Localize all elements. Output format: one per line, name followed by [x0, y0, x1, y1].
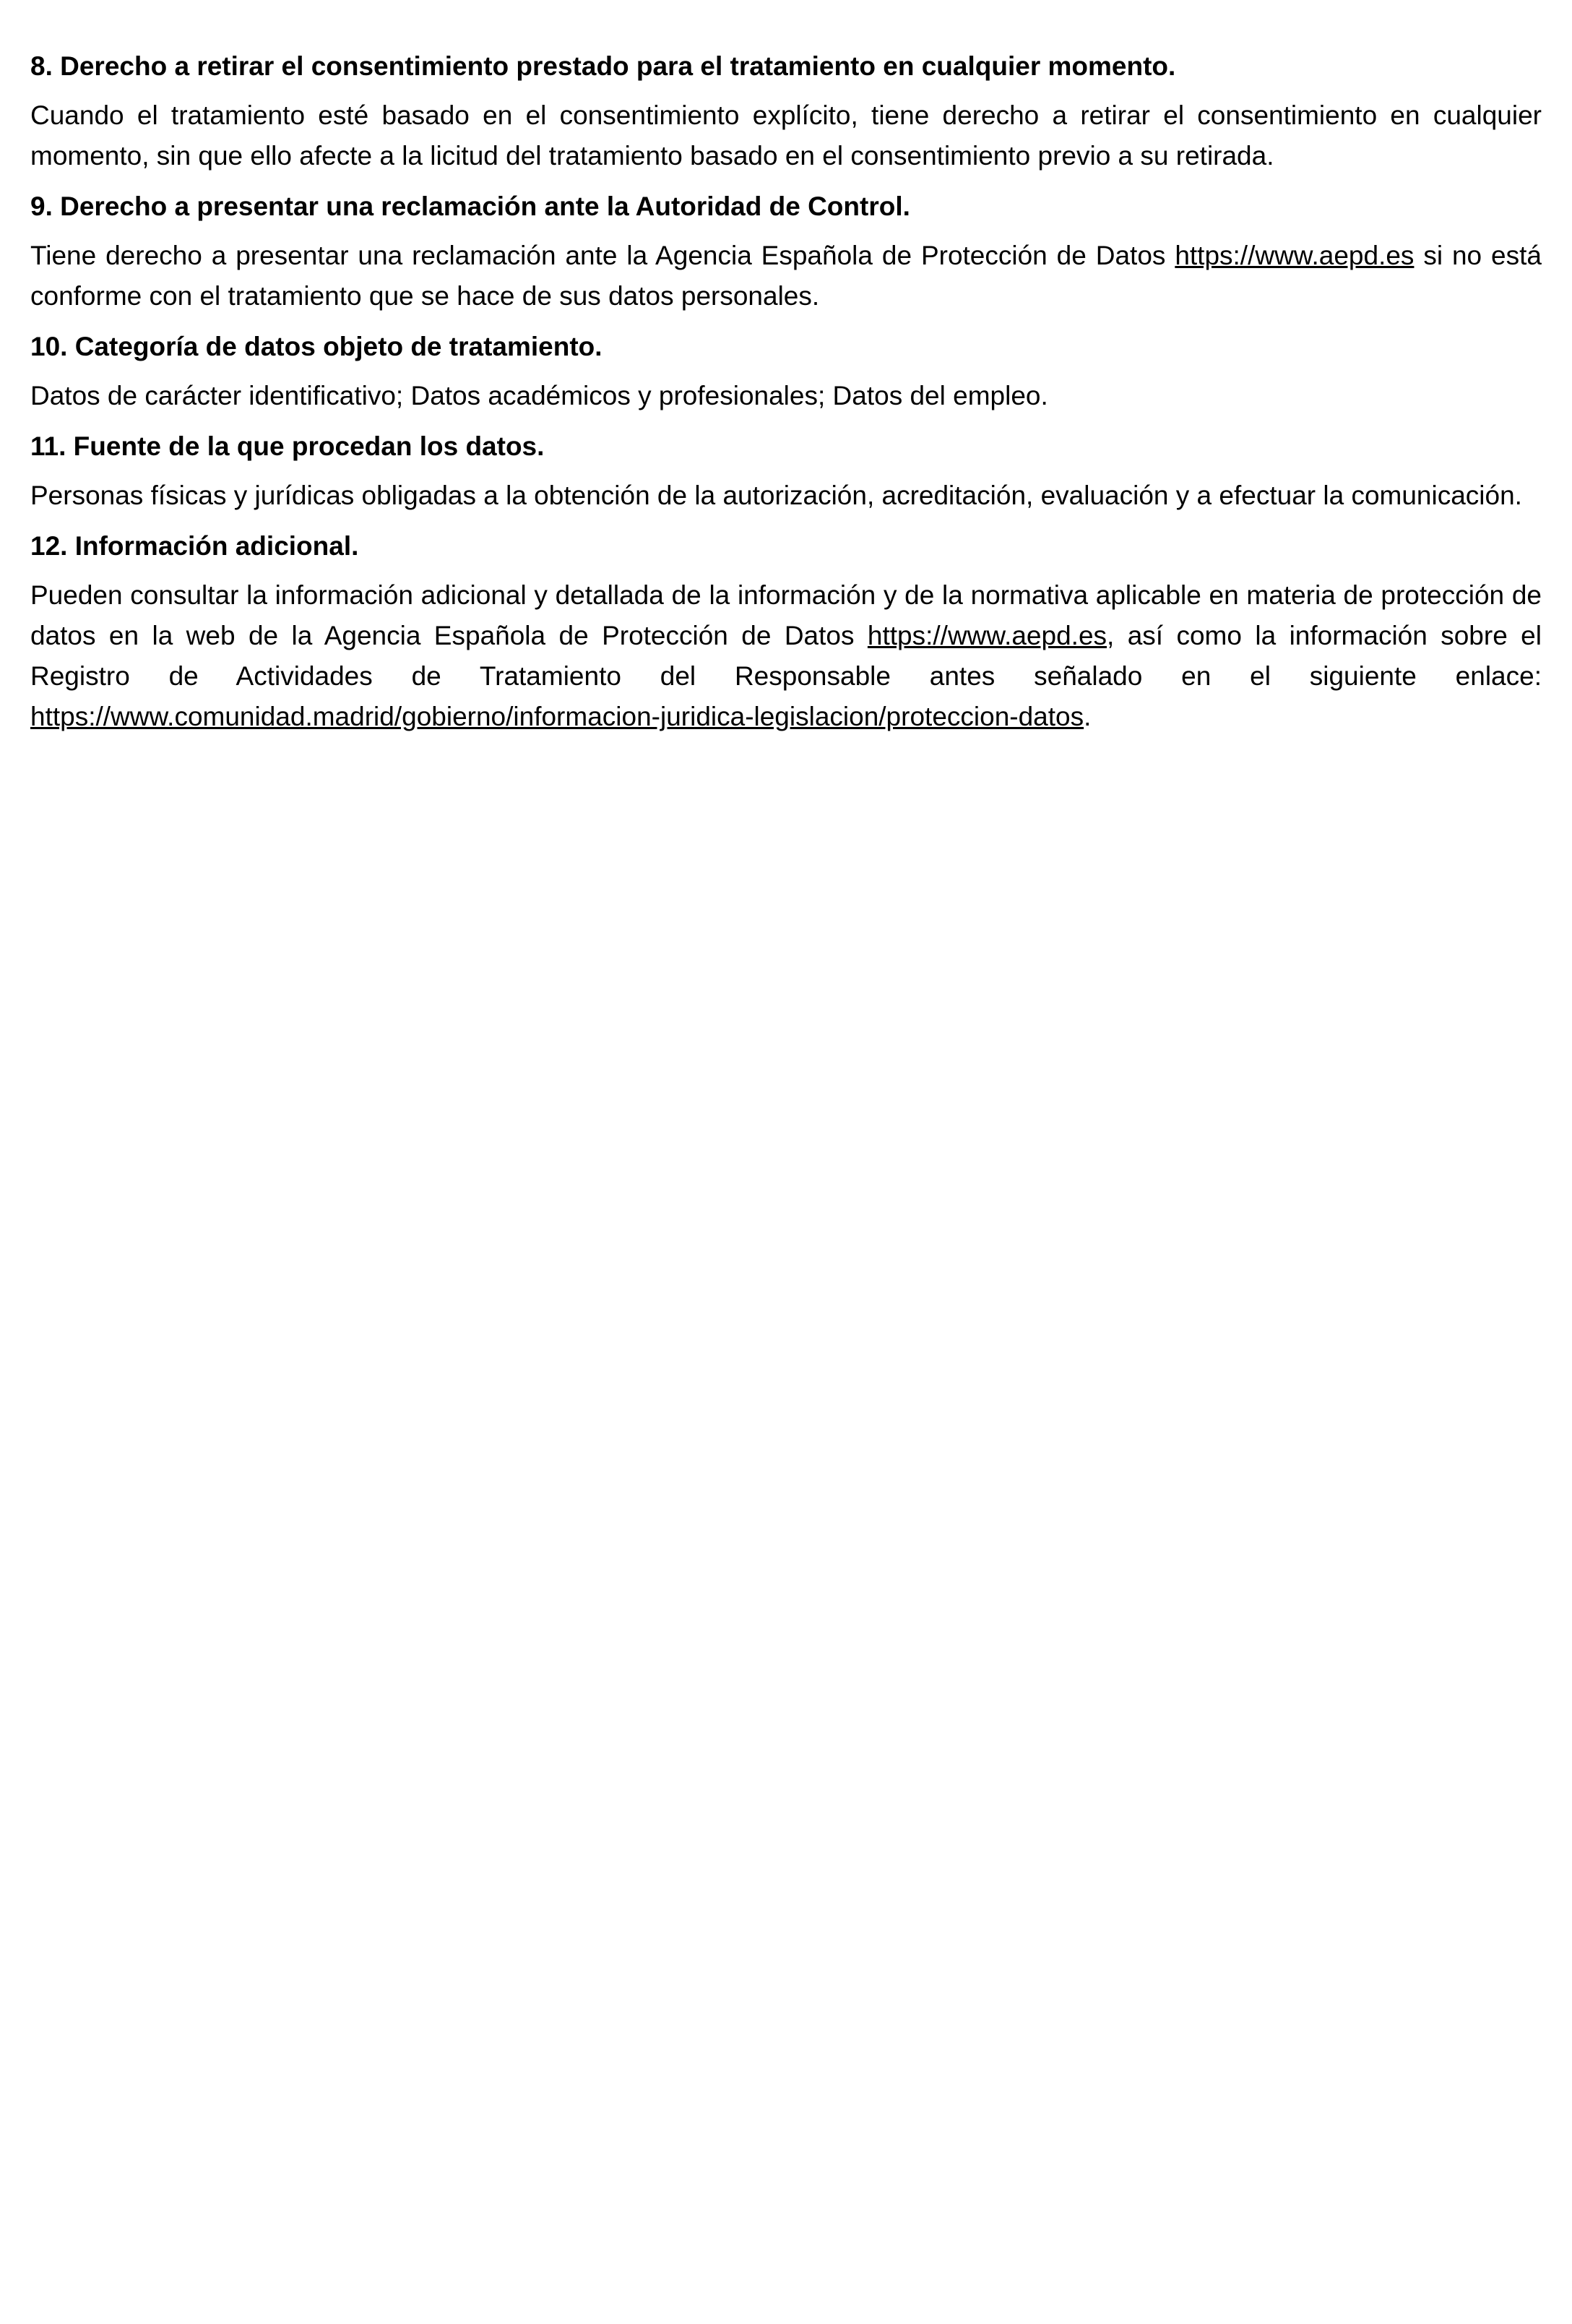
body-text-part: Tiene derecho a presentar una reclamación ante la Agencia Española de Protección de Datos	[30, 241, 1175, 270]
section-heading: 10. Categoría de datos objeto de tratamiento.	[30, 332, 603, 361]
section-heading: 8. Derecho a retirar el consentimiento prestado para el tratamiento en cualquier momento.	[30, 51, 1176, 81]
aepd-link[interactable]: https://www.aepd.es	[867, 621, 1107, 650]
aepd-link[interactable]: https://www.aepd.es	[1175, 241, 1415, 270]
section-11	[30, 426, 1542, 516]
section-body	[30, 575, 1542, 737]
section-body: Datos de carácter identificativo; Datos académicos y profesionales; Datos del empleo.	[30, 381, 1048, 410]
section-heading: 9. Derecho a presentar una reclamación ante la Autoridad de Control.	[30, 191, 910, 221]
section-heading: 11. Fuente de la que procedan los datos.	[30, 431, 545, 461]
section-heading: 12. Información adicional.	[30, 531, 359, 561]
body-text-part: , así como la información sobre el Registro de Actividades de Tratamiento del Responsable antes señalado en el siguiente enlace:	[30, 621, 1542, 691]
section-10	[30, 327, 1542, 416]
section-12	[30, 526, 1542, 737]
body-text-part: si no está conforme con el tratamiento que se hace de sus datos personales.	[30, 241, 1542, 311]
body-text-part: Pueden consultar la información adicional y detallada de la información y de la normativa aplicable en materia de protección de datos en la web de la Agencia Española de Protección de Datos	[30, 580, 1542, 650]
comunidad-madrid-link[interactable]: https://www.comunidad.madrid/gobierno/informacion-juridica-legislacion/proteccion-datos	[30, 702, 1084, 731]
section-body: Cuando el tratamiento esté basado en el consentimiento explícito, tiene derecho a retirar el consentimiento en cualquier momento, sin que ello afecte a la licitud del tratamiento basado en el consentimiento previo a su retirada.	[30, 100, 1542, 171]
section-9	[30, 186, 1542, 317]
section-body: Personas físicas y jurídicas obligadas a la obtención de la autorización, acreditación, evaluación y a efectuar la comunicación.	[30, 481, 1522, 510]
section-8	[30, 46, 1542, 176]
section-body	[30, 236, 1542, 317]
body-text-part: .	[1084, 702, 1092, 731]
document-page	[30, 46, 1542, 747]
